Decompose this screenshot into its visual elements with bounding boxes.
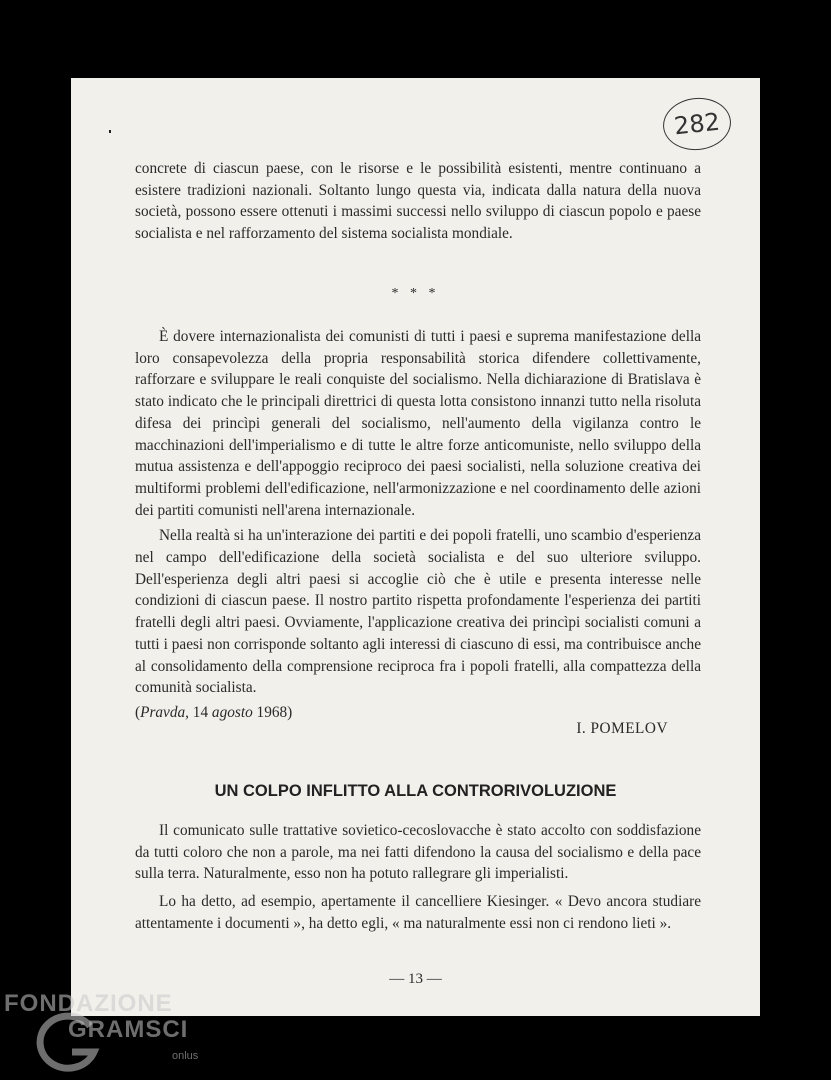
- watermark-line3: onlus: [172, 1050, 199, 1062]
- handwritten-page-number: 282: [660, 95, 733, 154]
- watermark-logo: [4, 990, 224, 1080]
- paragraph: È dovere internazionalista dei comunisti di tutti i paesi e suprema manifestazione della loro consapevolezza della propria responsabilità storica difendere collettivamente, rafforzare e sviluppare le reali conquiste del socialismo. Nella dichiarazione di Bratislava è stato indicato che le principali direttrici di questa lotta consistono innanzi tutto nella risoluta difesa dei princìpi generali del socialismo, nell'aumento della vigilanza contro le macchinazioni dell'imperialismo e di tutte le altre forze anticomuniste, nello sviluppo della mutua assistenza e dell'appoggio reciproco dei paesi socialisti, nella soluzione creativa dei multiformi problemi dell'edificazione, nell'armonizzazione e nel coordinamento delle azioni dei partiti comunisti nell'arena internazionale.: [135, 328, 701, 519]
- author-signature: I. POMELOV: [576, 720, 668, 737]
- document-page: [71, 78, 760, 1016]
- paragraph-continuation: [135, 158, 701, 245]
- watermark-line2: GRAMSCI: [68, 1016, 189, 1043]
- page-number: — 13 —: [389, 971, 442, 987]
- ink-speck: [109, 130, 111, 133]
- source-citation: (Pravda, 14 agosto 1968): [135, 704, 293, 721]
- paragraph: Lo ha detto, ad esempio, apertamente il cancelliere Kiesinger. « Devo ancora studiare attentamente i documenti », ha detto egli, « ma naturalmente essi non ci rendono lieti ».: [135, 893, 701, 932]
- source-month: agosto: [211, 704, 253, 721]
- article-body-2: [135, 820, 701, 935]
- section-heading: UN COLPO INFLITTO ALLA CONTRORIVOLUZIONE: [214, 782, 617, 800]
- newspaper-name: Pravda,: [140, 704, 189, 721]
- section-separator: * * *: [391, 286, 440, 301]
- paragraph: concrete di ciascun paese, con le risorse e le possibilità esistenti, mentre continuano a esistere tradizioni nazionali. Soltanto lungo questa via, indicata dalla natura della nuova società, possono essere ottenuti i massimi successi nello sviluppo di ciascun popolo e paese socialista e nel rafforzamento del sistema socialista mondiale.: [135, 160, 701, 243]
- article-body: [135, 326, 701, 699]
- paragraph: Nella realtà si ha un'interazione dei partiti e dei popoli fratelli, uno scambio d'esperienza nel campo dell'edificazione della società socialista e del suo ulteriore sviluppo. Dell'esperienza degli altri paesi si accoglie ciò che è utile e presenta interesse nelle condizioni di ciascun paese. Il nostro partito rispetta profondamente l'esperienza dei partiti fratelli degli altri paesi. Ovviamente, l'applicazione creativa dei princìpi socialisti comuni a tutti i paesi non corrisponde soltanto agli interessi di ciascuno di essi, ma contribuisce anche al consolidamento della comprensione reciproca fra i popoli fratelli, alla compattezza della comunità socialista.: [135, 527, 701, 697]
- watermark-line1: FONDAZIONE: [4, 990, 173, 1017]
- paragraph: Il comunicato sulle trattative sovietico-cecoslovacche è stato accolto con soddisfazione da tutti coloro che non a parole, ma nei fatti difendono la causa del socialismo e della pace sulla terra. Naturalmente, esso non ha potuto rallegrare gli imperialisti.: [135, 822, 701, 883]
